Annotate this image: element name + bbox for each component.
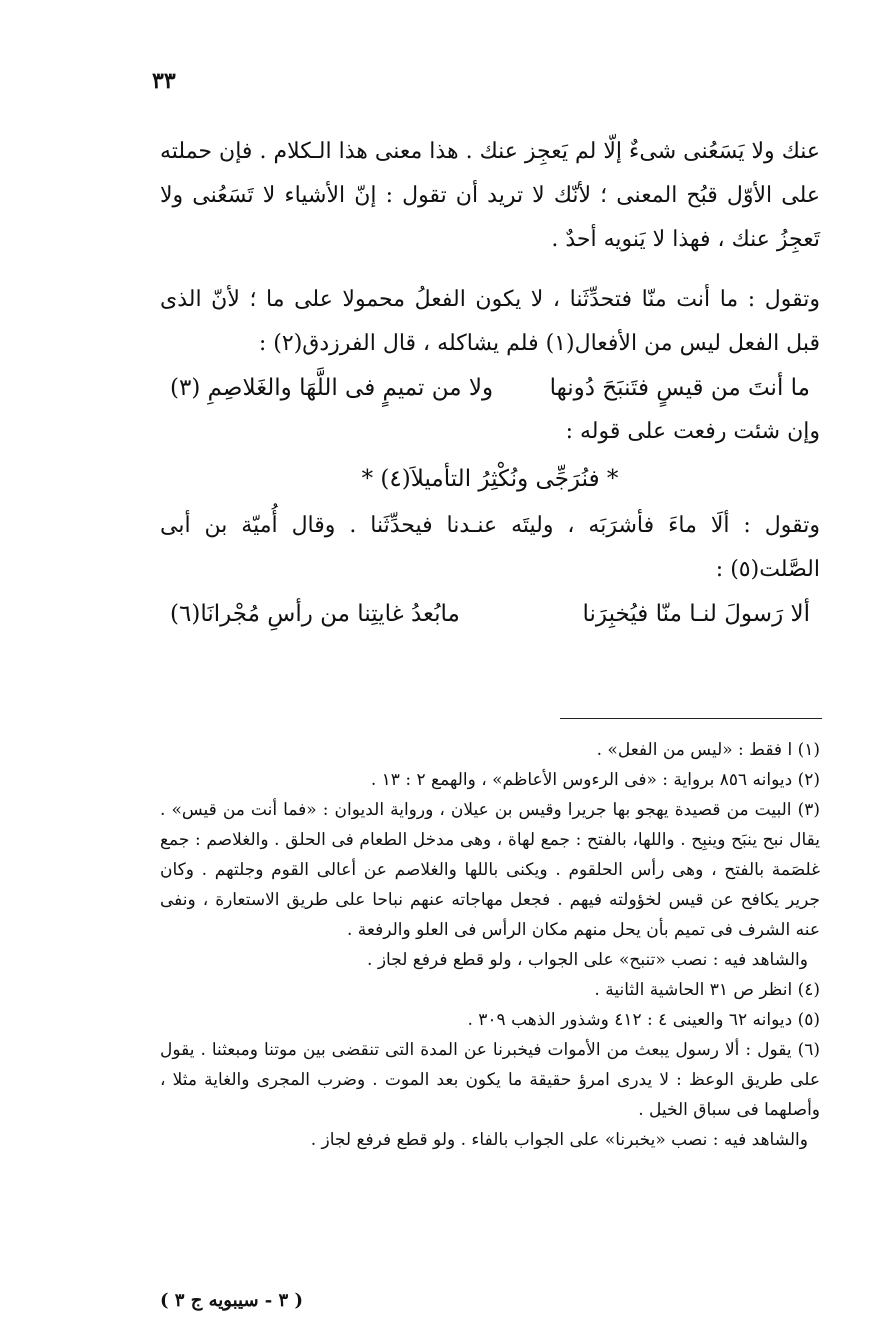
footnote-6: (٦) يقول : ألا رسول يبعث من الأموات فيخبرنا عن المدة التى تنقضى بين موتنا ومبعثنا . يقول على طريق الوعظ : لا يدرى امرؤ حقيقة ما يكون بعد الموت . وضرب المجرى والغاية مثلا ، وأصلهما فى سباق الخيل . xyxy=(160,1040,820,1120)
page-number: ٣٣ xyxy=(152,68,176,94)
paragraph-4: وتقول : ألَا ماءَ فأشرَبَه ، وليتَه عنـدنا فيحدِّثَنا . وقال أُميّة بن أبى الصَّلت(٥) : xyxy=(160,513,820,582)
verse-1-second-hemistich: ولا من تميمٍ فى اللَّهَا والغَلاصِمِ (٣) xyxy=(170,375,494,401)
footnote-5: (٥) ديوانه ٦٢ والعينى ٤ : ٤١٢ وشذور الذهب ٣٠٩ . xyxy=(467,1010,820,1030)
paragraph-2: وتقول : ما أنت منّا فتحدِّثَنا ، لا يكون الفعلُ محمولا على ما ؛ لأنّ الذى قبل الفعل ليس من الأفعال(١) فلم يشاكله ، قال الفرزدق(٢) : xyxy=(160,287,820,356)
verse-3-first-hemistich: ألا رَسولَ لنـا منّا فيُخبِرَنا xyxy=(582,601,810,627)
verse-1 xyxy=(160,366,820,410)
footnote-3: (٣) البيت من قصيدة يهجو بها جريرا وقيس بن عيلان ، ورواية الديوان : «فما أنت من قيس» . يقال نبح ينبَح وينبِح . واللها، بالفتح : جمع لهاة ، وهى مدخل الطعام فى الحلق . والغلاصم : جمع غلصَمة بالفتح ، وهى رأس الحلقوم . ويكنى باللها والغلاصم عن أعالى القوم وجلتهم . وكان جرير يكافح عن قيس لخؤولته فيهم . فجعل مهاجاته عنهم نباحا على طريق الاستعارة ، ونفى عنه الشرف فى تميم بأن يحل منهم مكان الرأس فى العلو والرفعة . xyxy=(160,800,820,940)
signature-mark: ( ٣ - سيبويه ج ٣ ) xyxy=(160,1290,303,1311)
paragraph-3: وإن شئت رفعت على قوله : xyxy=(565,419,820,444)
footnote-6-witness: والشاهد فيه : نصب «يخبرنا» على الجواب بالفاء . ولو قطع فرفع لجاز . xyxy=(310,1130,808,1150)
footnote-1: (١) ا فقط : «ليس من الفعل» . xyxy=(596,740,820,760)
footnote-4: (٤) انظر ص ٣١ الحاشية الثانية . xyxy=(594,980,820,1000)
footnote-3-witness: والشاهد فيه : نصب «تنبح» على الجواب ، ولو قطع فرفع لجاز . xyxy=(367,950,808,970)
verse-3-second-hemistich: مابُعدُ غايتِنا من رأسِ مُجْرانَا(٦) xyxy=(170,601,460,627)
verse-3 xyxy=(160,592,820,636)
footnotes xyxy=(160,735,820,1155)
verse-1-first-hemistich: ما أنتَ من قيسٍ فتَنبَحَ دُونها xyxy=(549,375,810,401)
footnote-divider xyxy=(560,718,822,719)
paragraph-1: عنك ولا يَسَعُنى شىءٌ إلّا لم يَعجِز عنك . هذا معنى هذا الـكلام . فإن حملته على الأوّل قبُح المعنى ؛ لأنّك لا تريد أن تقول : إنّ الأشياء لا تَسَعُنى ولا تَعجِزُ عنك ، فهذا لا يَنويه أحدٌ . xyxy=(160,139,820,252)
verse-2: * فنُرَجِّى ونُكْثِرُ التأميلاَ(٤) * xyxy=(361,466,619,492)
main-text xyxy=(160,130,820,636)
footnote-2: (٢) ديوانه ٨٥٦ برواية : «فى الرءوس الأعاظم» ، والهمع ٢ : ١٣ . xyxy=(370,770,820,790)
